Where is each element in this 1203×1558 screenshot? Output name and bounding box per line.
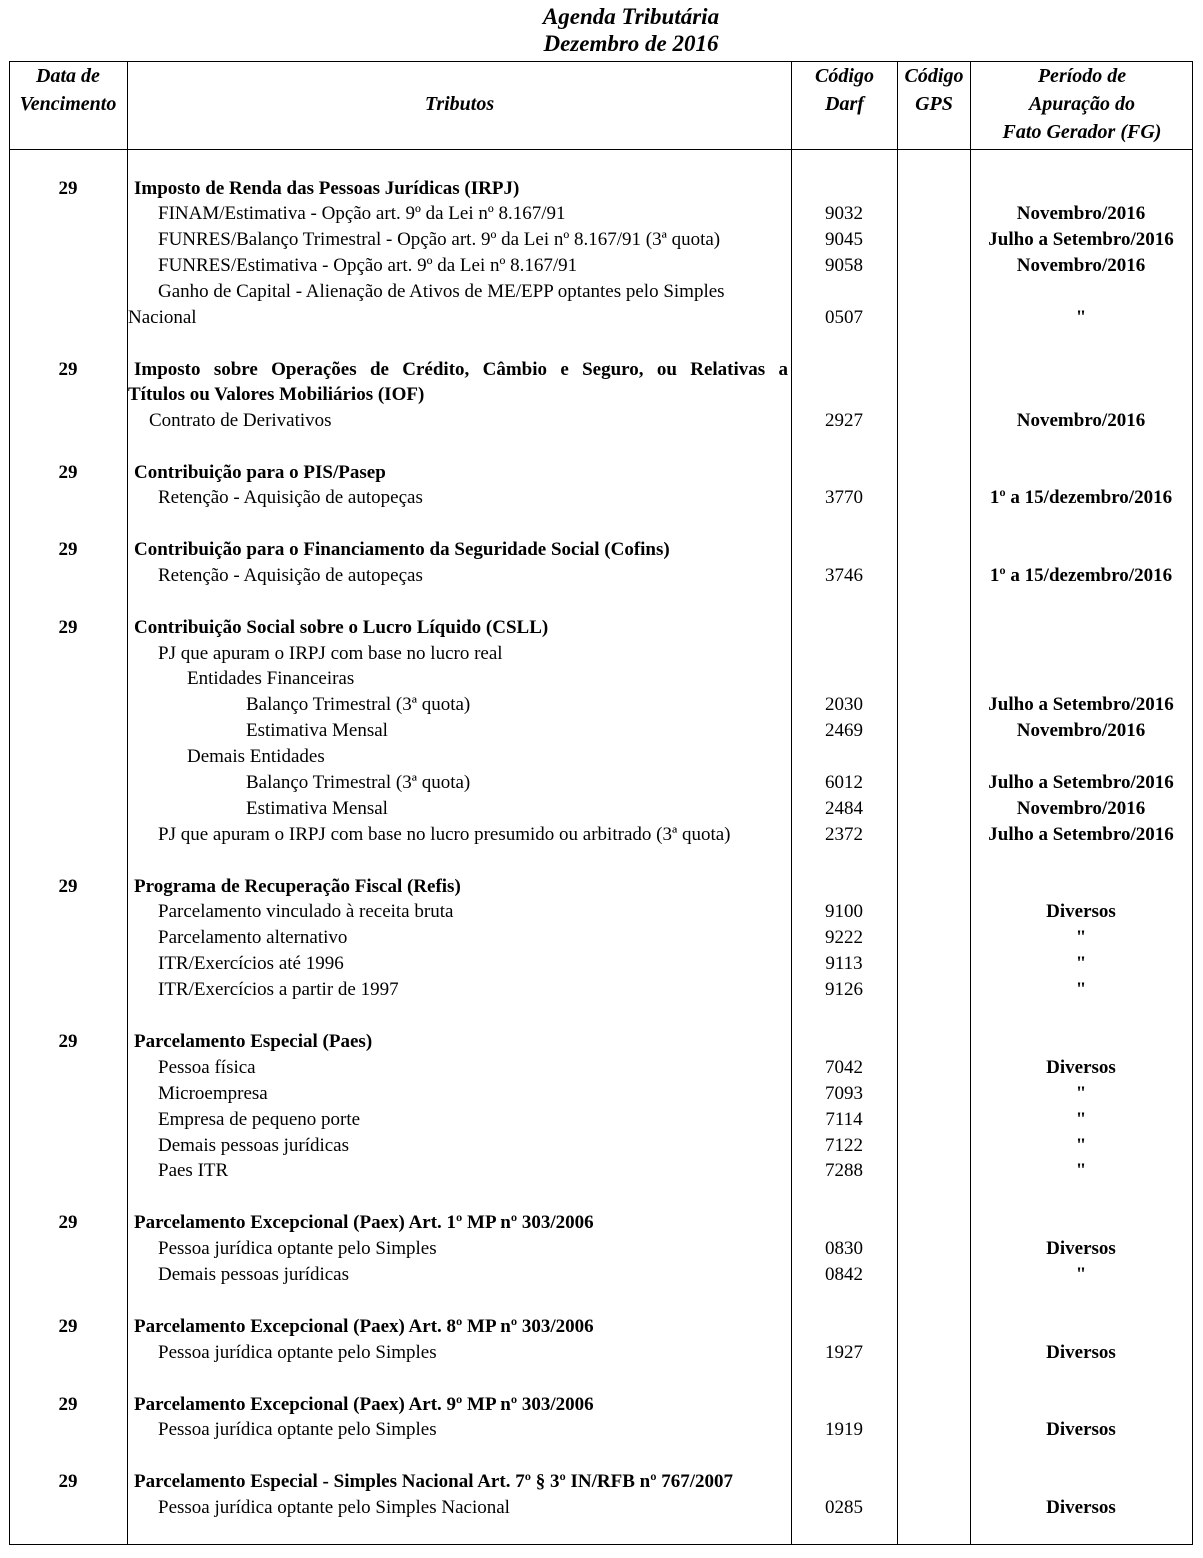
tax-item-label: Balanço Trimestral (3ª quota) xyxy=(246,772,471,793)
tax-item-label: ITR/Exercícios até 1996 xyxy=(158,953,344,974)
darf-code-cell: 9100 xyxy=(825,901,863,922)
darf-code-cell xyxy=(793,744,895,770)
tax-item-label: PJ que apuram o IRPJ com base no lucro presumido ou arbitrado (3ª quota) xyxy=(158,824,731,845)
tax-item-label: Retenção - Aquisição de autopeças xyxy=(158,565,423,586)
period-cell: Novembro/2016 xyxy=(1016,798,1146,819)
due-date-cell xyxy=(9,666,127,692)
period-cell: " xyxy=(1075,1083,1087,1104)
due-date-cell xyxy=(9,1133,127,1159)
tax-item-label: Estimativa Mensal xyxy=(246,720,388,741)
header-text: Apuração do xyxy=(1028,93,1136,115)
darf-code-cell: 3746 xyxy=(825,565,863,586)
tax-item-label: Retenção - Aquisição de autopeças xyxy=(158,487,423,508)
period-cell: " xyxy=(1075,953,1087,974)
period-cell: Novembro/2016 xyxy=(1016,203,1146,224)
darf-code-cell xyxy=(793,641,895,667)
column-divider xyxy=(970,61,971,1545)
period-cell xyxy=(972,537,1190,563)
darf-code-cell xyxy=(793,537,895,563)
tax-item-label: Pessoa jurídica optante pelo Simples Nacional xyxy=(158,1497,510,1518)
header-text: Código xyxy=(815,65,874,87)
period-cell xyxy=(972,357,1190,383)
darf-code-cell xyxy=(793,382,895,408)
darf-code-cell: 7114 xyxy=(825,1109,863,1130)
tax-item-label: Balanço Trimestral (3ª quota) xyxy=(246,694,471,715)
header-text: GPS xyxy=(915,93,953,115)
due-date-cell: 29 xyxy=(58,1031,78,1052)
tax-item-label: FUNRES/Balanço Trimestral - Opção art. 9º da Lei nº 8.167/91 (3ª quota) xyxy=(158,229,721,250)
due-date-cell xyxy=(9,796,127,822)
tax-item-label: Nacional xyxy=(128,307,197,328)
period-cell: 1º a 15/dezembro/2016 xyxy=(989,565,1173,586)
due-date-cell: 29 xyxy=(58,1316,78,1337)
period-cell: Julho a Setembro/2016 xyxy=(988,694,1174,715)
tax-item-label: Pessoa jurídica optante pelo Simples xyxy=(158,1238,437,1259)
due-date-cell xyxy=(9,744,127,770)
darf-code-cell: 3770 xyxy=(825,487,863,508)
due-date-cell xyxy=(9,1417,127,1443)
darf-code-cell: 2484 xyxy=(825,798,863,819)
due-date-cell xyxy=(9,951,127,977)
darf-code-cell xyxy=(793,460,895,486)
darf-code-cell: 2927 xyxy=(825,410,863,431)
header-text: Data de xyxy=(36,65,100,87)
darf-code-cell: 9222 xyxy=(825,927,863,948)
period-cell: Julho a Setembro/2016 xyxy=(988,772,1174,793)
due-date-cell xyxy=(9,408,127,434)
darf-code-cell: 2030 xyxy=(825,694,863,715)
header-divider xyxy=(9,149,1193,150)
period-cell: " xyxy=(1075,1160,1087,1181)
period-cell: Diversos xyxy=(1046,1497,1116,1518)
due-date-cell: 29 xyxy=(58,462,78,483)
tax-item-label: Parcelamento vinculado à receita bruta xyxy=(158,901,454,922)
darf-code-cell xyxy=(793,176,895,202)
header-text: Código xyxy=(904,65,964,87)
tax-item-label: Ganho de Capital - Alienação de Ativos de ME/EPP optantes pelo Simples xyxy=(158,281,725,302)
period-cell xyxy=(972,1029,1190,1055)
period-cell xyxy=(972,1210,1190,1236)
due-date-cell xyxy=(9,641,127,667)
due-date-cell: 29 xyxy=(58,359,78,380)
due-date-cell: 29 xyxy=(58,178,78,199)
header-data-vencimento xyxy=(9,62,127,118)
due-date-cell xyxy=(9,718,127,744)
darf-code-cell xyxy=(793,1029,895,1055)
period-cell xyxy=(972,744,1190,770)
tax-item-label: Pessoa física xyxy=(158,1057,256,1078)
tax-item-label: PJ que apuram o IRPJ com base no lucro real xyxy=(158,643,503,664)
darf-code-cell xyxy=(793,874,895,900)
header-text: Período de xyxy=(1037,65,1127,87)
tax-group-title: Contribuição para o Financiamento da Seguridade Social (Cofins) xyxy=(134,539,670,560)
header-periodo-apuracao xyxy=(971,62,1193,146)
due-date-cell xyxy=(9,305,127,331)
darf-code-cell: 0830 xyxy=(825,1238,863,1259)
period-cell: " xyxy=(1075,927,1087,948)
page-title: Agenda Tributária xyxy=(542,4,720,29)
period-cell: Julho a Setembro/2016 xyxy=(988,229,1174,250)
due-date-cell xyxy=(9,977,127,1003)
period-cell xyxy=(972,1469,1190,1495)
period-cell xyxy=(972,615,1190,641)
due-date-cell xyxy=(9,1262,127,1288)
header-tributos: Tributos xyxy=(424,93,495,115)
due-date-cell xyxy=(9,822,127,848)
due-date-cell: 29 xyxy=(58,539,78,560)
period-cell: Diversos xyxy=(1046,1419,1116,1440)
tax-item-label: FINAM/Estimativa - Opção art. 9º da Lei nº 8.167/91 xyxy=(158,203,566,224)
period-cell: 1º a 15/dezembro/2016 xyxy=(989,487,1173,508)
due-date-cell: 29 xyxy=(58,1471,78,1492)
due-date-cell xyxy=(9,899,127,925)
period-cell xyxy=(972,1392,1190,1418)
darf-code-cell: 0842 xyxy=(825,1264,863,1285)
tax-group-title: Imposto sobre Operações de Crédito, Câmbio e Seguro, ou Relativas a xyxy=(134,359,788,380)
tax-item-label: Demais pessoas jurídicas xyxy=(158,1264,350,1285)
tax-item-label: Paes ITR xyxy=(158,1160,229,1181)
period-cell: Diversos xyxy=(1046,1057,1116,1078)
darf-code-cell: 6012 xyxy=(825,772,863,793)
darf-code-cell xyxy=(793,615,895,641)
period-cell xyxy=(972,460,1190,486)
period-cell xyxy=(972,279,1190,305)
period-cell: " xyxy=(1075,307,1087,328)
period-cell xyxy=(972,641,1190,667)
darf-code-cell: 7288 xyxy=(825,1160,863,1181)
period-cell: Novembro/2016 xyxy=(1016,720,1146,741)
tax-item-label: Contrato de Derivativos xyxy=(149,410,332,431)
tax-group-title: Parcelamento Excepcional (Paex) Art. 1º MP nº 303/2006 xyxy=(134,1212,594,1233)
due-date-cell: 29 xyxy=(58,1394,78,1415)
due-date-cell xyxy=(9,1236,127,1262)
tax-item-label: ITR/Exercícios a partir de 1997 xyxy=(158,979,399,1000)
darf-code-cell: 9045 xyxy=(825,229,863,250)
darf-code-cell: 0285 xyxy=(825,1497,863,1518)
period-cell: Novembro/2016 xyxy=(1016,255,1146,276)
tax-group-title: Parcelamento Especial - Simples Nacional Art. 7º § 3º IN/RFB nº 767/2007 xyxy=(134,1471,733,1492)
due-date-cell xyxy=(9,563,127,589)
tax-group-title: Parcelamento Especial (Paes) xyxy=(134,1031,373,1052)
darf-code-cell xyxy=(793,1210,895,1236)
tax-item-label: Demais Entidades xyxy=(187,746,325,767)
darf-code-cell: 2469 xyxy=(825,720,863,741)
darf-code-cell: 7093 xyxy=(825,1083,863,1104)
period-cell xyxy=(972,1314,1190,1340)
due-date-cell: 29 xyxy=(58,617,78,638)
darf-code-cell: 9113 xyxy=(825,953,863,974)
due-date-cell xyxy=(9,692,127,718)
darf-code-cell: 7042 xyxy=(825,1057,863,1078)
darf-code-cell xyxy=(793,357,895,383)
header-codigo-darf xyxy=(792,62,897,118)
darf-code-cell: 1919 xyxy=(825,1419,863,1440)
period-cell: Julho a Setembro/2016 xyxy=(988,824,1174,845)
tax-item-label: Pessoa jurídica optante pelo Simples xyxy=(158,1419,437,1440)
due-date-cell xyxy=(9,382,127,408)
darf-code-cell xyxy=(793,1314,895,1340)
column-divider xyxy=(897,61,898,1545)
due-date-cell xyxy=(9,1158,127,1184)
tax-group-title: Títulos ou Valores Mobiliários (IOF) xyxy=(128,384,425,405)
due-date-cell xyxy=(9,1340,127,1366)
darf-code-cell: 9032 xyxy=(825,203,863,224)
due-date-cell: 29 xyxy=(58,876,78,897)
period-cell: " xyxy=(1075,1135,1087,1156)
tax-group-title: Parcelamento Excepcional (Paex) Art. 9º MP nº 303/2006 xyxy=(134,1394,594,1415)
header-codigo-gps xyxy=(898,62,970,118)
tax-item-label: Empresa de pequeno porte xyxy=(158,1109,361,1130)
darf-code-cell: 9126 xyxy=(825,979,863,1000)
tax-item-label: Microempresa xyxy=(158,1083,268,1104)
darf-code-cell xyxy=(793,1469,895,1495)
darf-code-cell xyxy=(793,666,895,692)
period-cell: " xyxy=(1075,1264,1087,1285)
header-text: Fato Gerador (FG) xyxy=(1002,121,1162,143)
due-date-cell xyxy=(9,1081,127,1107)
period-cell xyxy=(972,666,1190,692)
tax-item-label: Demais pessoas jurídicas xyxy=(158,1135,350,1156)
due-date-cell xyxy=(9,227,127,253)
tax-group-title: Parcelamento Excepcional (Paex) Art. 8º MP nº 303/2006 xyxy=(134,1316,594,1337)
due-date-cell xyxy=(9,201,127,227)
darf-code-cell: 1927 xyxy=(825,1342,863,1363)
period-cell: Novembro/2016 xyxy=(1016,410,1146,431)
header-text: Vencimento xyxy=(19,93,117,115)
due-date-cell xyxy=(9,253,127,279)
due-date-cell xyxy=(9,279,127,305)
due-date-cell xyxy=(9,925,127,951)
header-text: Darf xyxy=(825,93,864,115)
darf-code-cell: 0507 xyxy=(825,307,863,328)
period-cell xyxy=(972,176,1190,202)
due-date-cell xyxy=(9,1107,127,1133)
darf-code-cell xyxy=(793,279,895,305)
due-date-cell xyxy=(9,485,127,511)
period-cell: Diversos xyxy=(1046,1342,1116,1363)
period-cell: Diversos xyxy=(1046,1238,1116,1259)
period-cell xyxy=(972,874,1190,900)
tax-group-title: Contribuição para o PIS/Pasep xyxy=(134,462,386,483)
period-cell: " xyxy=(1075,979,1087,1000)
due-date-cell xyxy=(9,770,127,796)
tax-item-label: Parcelamento alternativo xyxy=(158,927,348,948)
due-date-cell: 29 xyxy=(58,1212,78,1233)
column-divider xyxy=(791,61,792,1545)
darf-code-cell: 7122 xyxy=(825,1135,863,1156)
tax-group-title: Programa de Recuperação Fiscal (Refis) xyxy=(134,876,461,897)
darf-code-cell: 2372 xyxy=(825,824,863,845)
page-subtitle: Dezembro de 2016 xyxy=(543,31,719,56)
tax-item-label: Entidades Financeiras xyxy=(187,668,355,689)
tax-item-label: Estimativa Mensal xyxy=(246,798,388,819)
tax-item-label: Pessoa jurídica optante pelo Simples xyxy=(158,1342,437,1363)
tax-group-title: Contribuição Social sobre o Lucro Líquido (CSLL) xyxy=(134,617,549,638)
due-date-cell xyxy=(9,1495,127,1521)
darf-code-cell xyxy=(793,1392,895,1418)
tax-item-label: FUNRES/Estimativa - Opção art. 9º da Lei nº 8.167/91 xyxy=(158,255,578,276)
darf-code-cell: 9058 xyxy=(825,255,863,276)
due-date-cell xyxy=(9,1055,127,1081)
period-cell: Diversos xyxy=(1046,901,1116,922)
period-cell: " xyxy=(1075,1109,1087,1130)
tax-group-title: Imposto de Renda das Pessoas Jurídicas (IRPJ) xyxy=(134,178,520,199)
period-cell xyxy=(972,382,1190,408)
